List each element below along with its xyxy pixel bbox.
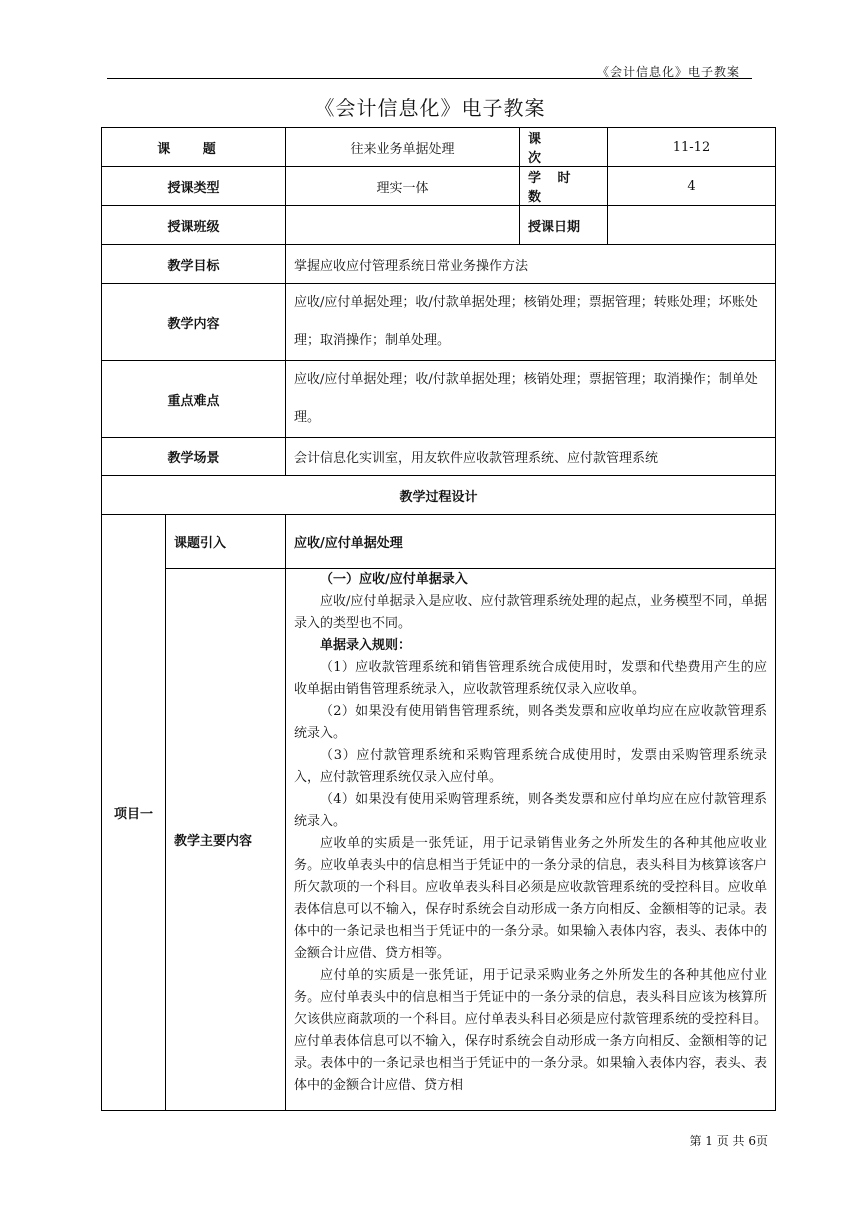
- header-rule: [107, 78, 752, 79]
- session-label: 课 次: [520, 128, 608, 167]
- hours-label: 学 时 数: [520, 167, 608, 206]
- main-content-label: 教学主要内容: [166, 569, 286, 1111]
- content-label: 教学内容: [102, 284, 286, 361]
- date-value: [608, 206, 776, 245]
- running-header: 《会计信息化》电子教案: [596, 65, 740, 79]
- content-paragraph: 应收/应付单据录入是应收、应付款管理系统处理的起点，业务模型不同，单据录入的类型也不同。: [294, 594, 767, 631]
- content-paragraph: 应付单的实质是一张凭证，用于记录采购业务之外所发生的各种其他应付业务。应付单表头中的信息相当于凭证中的一条分录的信息，表头科目应该为核算所欠该供应商款项的一个科目。应付单表头科目必须是应付款管理系统的受控科目。应付单表体信息可以不输入，保存时系统会自动形成一条方向相反、金额相等的记录。表体中的一条记录也相当于凭证中的一条分录。如果输入表体内容，表头、表体中的金额合计应借、贷方相: [294, 968, 767, 1093]
- scene-label: 教学场景: [102, 438, 286, 476]
- lesson-plan-table: [101, 127, 776, 1111]
- main-content-body: [286, 569, 776, 1111]
- intro-label: 课题引入: [166, 515, 286, 569]
- scene-value: 会计信息化实训室，用友软件应收款管理系统、应付款管理系统: [286, 438, 776, 476]
- goal-label: 教学目标: [102, 245, 286, 284]
- class-label: 授课班级: [102, 206, 286, 245]
- class-value: [286, 206, 520, 245]
- hours-value: 4: [608, 167, 776, 206]
- session-value: 11-12: [608, 128, 776, 167]
- teaching-type-value: 理实一体: [286, 167, 520, 206]
- content-paragraph: 应收单的实质是一张凭证，用于记录销售业务之外所发生的各种其他应收业务。应收单表头中的信息相当于凭证中的一条分录的信息，表头科目为核算该客户所欠款项的一个科目。应收单表头科目必须是应收款管理系统的受控科目。应收单表体信息可以不输入，保存时系统会自动形成一条方向相反、金额相等的记录。表体中的一条记录也相当于凭证中的一条分录。如果输入表体内容，表头、表体中的金额合计应借、贷方相等。: [294, 836, 767, 961]
- content-paragraph: （2）如果没有使用销售管理系统，则各类发票和应收单均应在应收款管理系统录入。: [294, 704, 767, 741]
- intro-value: 应收/应付单据处理: [286, 515, 776, 569]
- page-number: 第 1 页 共 6页: [689, 1134, 768, 1148]
- goal-value: 掌握应收应付管理系统日常业务操作方法: [286, 245, 776, 284]
- item-label: 项目一: [102, 515, 166, 1111]
- topic-label: 课 题: [102, 128, 286, 167]
- rules-heading: 单据录入规则：: [320, 638, 412, 653]
- content-paragraph: （3）应付款管理系统和采购管理系统合成使用时，发票由采购管理系统录入，应付款管理系统仅录入应付单。: [294, 748, 767, 785]
- content-value: 应收/应付单据处理；收/付款单据处理；核销处理；票据管理；转账处理；坏账处理；取消操作；制单处理。: [286, 284, 776, 361]
- content-paragraph: （1）应收款管理系统和销售管理系统合成使用时，发票和代垫费用产生的应收单据由销售管理系统录入，应收款管理系统仅录入应收单。: [294, 660, 767, 697]
- date-label: 授课日期: [520, 206, 608, 245]
- document-title: 《会计信息化》电子教案: [314, 96, 546, 120]
- content-paragraph: （4）如果没有使用采购管理系统，则各类发票和应付单均应在应付款管理系统录入。: [294, 792, 767, 829]
- key-points-label: 重点难点: [102, 361, 286, 438]
- key-points-value: 应收/应付单据处理；收/付款单据处理；核销处理；票据管理；取消操作；制单处理。: [286, 361, 776, 438]
- topic-value: 往来业务单据处理: [286, 128, 520, 167]
- teaching-type-label: 授课类型: [102, 167, 286, 206]
- content-heading: （一）应收/应付单据录入: [320, 572, 468, 587]
- process-section-title: 教学过程设计: [102, 476, 776, 515]
